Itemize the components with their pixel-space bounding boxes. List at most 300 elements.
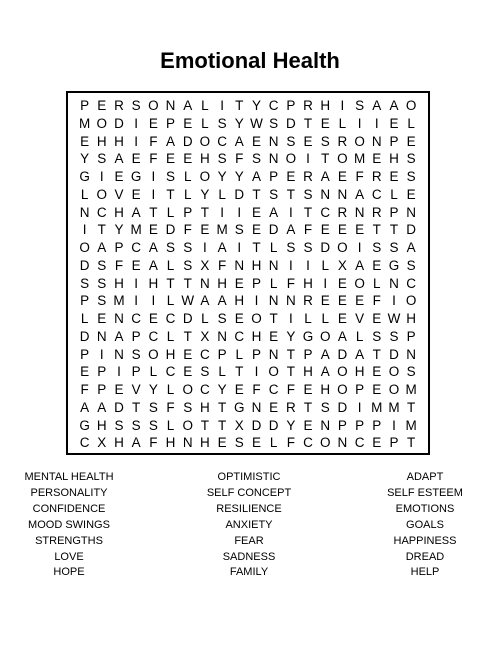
grid-letter[interactable]: E <box>183 364 193 380</box>
grid-letter[interactable]: E <box>337 222 347 238</box>
grid-letter[interactable]: O <box>199 169 211 184</box>
grid-letter[interactable]: E <box>131 186 141 202</box>
grid-letter[interactable]: I <box>237 240 242 255</box>
grid-letter[interactable]: O <box>319 435 331 451</box>
grid-letter[interactable]: S <box>389 240 399 255</box>
grid-letter[interactable]: T <box>235 98 244 113</box>
grid-letter[interactable]: T <box>252 186 261 202</box>
grid-letter[interactable]: T <box>166 275 175 291</box>
grid-letter[interactable]: O <box>337 364 348 380</box>
grid-letter[interactable]: H <box>217 275 227 291</box>
grid-letter[interactable]: N <box>268 257 279 273</box>
grid-letter[interactable]: S <box>303 186 313 202</box>
grid-letter[interactable]: H <box>165 346 176 362</box>
grid-letter[interactable]: S <box>183 399 193 415</box>
grid-letter[interactable]: T <box>200 417 210 433</box>
grid-letter[interactable]: S <box>217 115 227 131</box>
grid-letter[interactable]: E <box>234 311 244 326</box>
grid-letter[interactable]: L <box>218 186 226 202</box>
grid-letter[interactable]: L <box>166 257 175 273</box>
grid-letter[interactable]: O <box>319 328 331 344</box>
grid-letter[interactable]: F <box>286 382 295 397</box>
grid-letter[interactable]: N <box>389 275 399 291</box>
grid-letter[interactable]: E <box>114 169 124 184</box>
grid-letter[interactable]: E <box>97 311 107 326</box>
grid-letter[interactable]: A <box>97 240 107 255</box>
grid-letter[interactable]: H <box>251 328 262 344</box>
grid-letter[interactable]: I <box>254 364 259 380</box>
grid-letter[interactable]: F <box>149 435 158 451</box>
grid-letter[interactable]: H <box>200 399 210 415</box>
grid-letter[interactable]: Y <box>286 328 296 344</box>
grid-letter[interactable]: P <box>183 204 193 220</box>
grid-letter[interactable]: L <box>321 257 329 273</box>
grid-letter[interactable]: T <box>303 399 313 415</box>
grid-letter[interactable]: R <box>285 399 296 415</box>
grid-letter[interactable]: I <box>82 222 87 238</box>
grid-letter[interactable]: S <box>406 364 416 380</box>
grid-letter[interactable]: C <box>131 240 142 255</box>
grid-letter[interactable]: M <box>388 399 400 415</box>
grid-letter[interactable]: X <box>97 435 107 451</box>
grid-letter[interactable]: I <box>254 293 259 309</box>
grid-letter[interactable]: L <box>218 364 226 380</box>
grid-letter[interactable]: E <box>148 222 158 238</box>
grid-letter[interactable]: E <box>183 115 193 131</box>
grid-letter[interactable]: O <box>268 364 279 380</box>
grid-letter[interactable]: H <box>96 133 107 149</box>
grid-letter[interactable]: D <box>234 186 245 202</box>
grid-letter[interactable]: P <box>251 275 261 291</box>
grid-letter[interactable]: E <box>148 311 158 326</box>
grid-letter[interactable]: I <box>392 293 396 309</box>
grid-letter[interactable]: E <box>97 98 107 113</box>
grid-letter[interactable]: T <box>183 275 192 291</box>
grid-letter[interactable]: F <box>372 293 381 309</box>
grid-letter[interactable]: F <box>149 151 158 167</box>
grid-letter[interactable]: F <box>286 275 295 291</box>
grid-letter[interactable]: C <box>303 435 313 451</box>
grid-letter[interactable]: N <box>182 435 193 451</box>
grid-letter[interactable]: O <box>96 186 108 202</box>
grid-letter[interactable]: F <box>114 257 124 273</box>
grid-letter[interactable]: S <box>183 240 193 255</box>
grid-letter[interactable]: P <box>131 328 141 344</box>
grid-letter[interactable]: H <box>165 435 176 451</box>
grid-letter[interactable]: E <box>303 133 313 149</box>
grid-letter[interactable]: I <box>357 240 362 255</box>
grid-letter[interactable]: A <box>355 346 365 362</box>
grid-letter[interactable]: H <box>114 435 124 451</box>
grid-letter[interactable]: F <box>149 133 158 149</box>
grid-letter[interactable]: R <box>303 293 313 309</box>
grid-letter[interactable]: E <box>303 417 313 433</box>
grid-letter[interactable]: S <box>97 257 107 273</box>
grid-letter[interactable]: V <box>131 382 141 397</box>
grid-letter[interactable]: N <box>268 133 279 149</box>
grid-letter[interactable]: D <box>114 115 124 131</box>
grid-letter[interactable]: S <box>406 169 416 184</box>
grid-letter[interactable]: F <box>252 382 261 397</box>
grid-letter[interactable]: T <box>217 399 227 415</box>
grid-letter[interactable]: A <box>355 257 365 273</box>
grid-letter[interactable]: A <box>406 240 416 255</box>
grid-letter[interactable]: N <box>79 204 90 220</box>
grid-letter[interactable]: S <box>217 311 227 326</box>
grid-letter[interactable]: N <box>251 399 262 415</box>
grid-letter[interactable]: T <box>303 204 313 220</box>
grid-letter[interactable]: E <box>200 222 210 238</box>
grid-letter[interactable]: R <box>337 204 348 220</box>
grid-letter[interactable]: P <box>406 328 416 344</box>
grid-letter[interactable]: S <box>389 328 399 344</box>
grid-letter[interactable]: C <box>131 311 142 326</box>
grid-letter[interactable]: S <box>234 435 244 451</box>
grid-letter[interactable]: H <box>114 133 124 149</box>
grid-letter[interactable]: E <box>337 293 347 309</box>
grid-letter[interactable]: P <box>97 364 107 380</box>
grid-letter[interactable]: S <box>131 98 141 113</box>
grid-letter[interactable]: N <box>320 417 331 433</box>
grid-letter[interactable]: R <box>114 98 124 113</box>
grid-letter[interactable]: S <box>320 133 330 149</box>
grid-letter[interactable]: O <box>405 293 417 309</box>
grid-letter[interactable]: D <box>268 417 279 433</box>
grid-letter[interactable]: I <box>134 293 139 309</box>
grid-letter[interactable]: C <box>165 311 176 326</box>
grid-letter[interactable]: X <box>234 417 244 433</box>
grid-letter[interactable]: D <box>406 222 417 238</box>
grid-letter[interactable]: E <box>234 275 244 291</box>
grid-letter[interactable]: Y <box>251 98 261 113</box>
grid-letter[interactable]: H <box>389 151 399 167</box>
grid-letter[interactable]: T <box>372 222 381 238</box>
grid-letter[interactable]: O <box>388 382 400 397</box>
grid-letter[interactable]: S <box>148 417 158 433</box>
grid-letter[interactable]: L <box>304 311 312 326</box>
grid-letter[interactable]: M <box>353 151 366 167</box>
grid-letter[interactable]: L <box>355 328 364 344</box>
grid-letter[interactable]: L <box>269 435 278 451</box>
grid-letter[interactable]: N <box>268 346 279 362</box>
grid-letter[interactable]: C <box>268 98 279 113</box>
grid-letter[interactable]: R <box>303 98 313 113</box>
grid-letter[interactable]: T <box>132 399 141 415</box>
grid-letter[interactable]: P <box>286 98 296 113</box>
grid-letter[interactable]: L <box>390 186 398 202</box>
grid-letter[interactable]: A <box>131 435 141 451</box>
grid-letter[interactable]: P <box>389 204 399 220</box>
grid-letter[interactable]: W <box>181 293 195 309</box>
grid-letter[interactable]: E <box>217 435 227 451</box>
grid-letter[interactable]: T <box>372 346 381 362</box>
grid-letter[interactable]: A <box>217 293 227 309</box>
grid-letter[interactable]: E <box>406 133 416 149</box>
grid-letter[interactable]: I <box>117 364 121 380</box>
grid-letter[interactable]: L <box>269 240 278 255</box>
grid-letter[interactable]: D <box>285 115 296 131</box>
grid-letter[interactable]: A <box>80 399 90 415</box>
grid-letter[interactable]: A <box>114 151 124 167</box>
grid-letter[interactable]: R <box>337 133 348 149</box>
grid-letter[interactable]: A <box>97 399 107 415</box>
grid-letter[interactable]: I <box>220 98 224 113</box>
grid-letter[interactable]: S <box>355 98 365 113</box>
grid-letter[interactable]: H <box>320 382 331 397</box>
grid-letter[interactable]: E <box>114 382 124 397</box>
grid-letter[interactable]: T <box>389 222 399 238</box>
grid-letter[interactable]: H <box>200 435 210 451</box>
grid-letter[interactable]: T <box>269 311 278 326</box>
grid-letter[interactable]: D <box>165 222 176 238</box>
grid-letter[interactable]: E <box>372 257 382 273</box>
grid-letter[interactable]: I <box>374 115 379 131</box>
grid-letter[interactable]: C <box>268 382 279 397</box>
grid-letter[interactable]: I <box>392 417 396 433</box>
grid-letter[interactable]: S <box>217 151 227 167</box>
grid-letter[interactable]: H <box>251 257 262 273</box>
grid-letter[interactable]: C <box>148 328 159 344</box>
grid-letter[interactable]: S <box>97 151 107 167</box>
grid-letter[interactable]: A <box>148 257 158 273</box>
grid-letter[interactable]: Y <box>200 186 210 202</box>
grid-letter[interactable]: T <box>286 364 295 380</box>
grid-letter[interactable]: I <box>151 186 156 202</box>
grid-letter[interactable]: Y <box>217 169 227 184</box>
grid-letter[interactable]: I <box>323 275 328 291</box>
grid-letter[interactable]: C <box>234 328 245 344</box>
grid-letter[interactable]: A <box>389 98 399 113</box>
grid-letter[interactable]: D <box>79 257 90 273</box>
grid-letter[interactable]: I <box>203 240 207 255</box>
grid-letter[interactable]: P <box>355 417 365 433</box>
grid-letter[interactable]: N <box>406 346 417 362</box>
grid-letter[interactable]: Y <box>234 115 244 131</box>
grid-letter[interactable]: S <box>234 222 244 238</box>
grid-letter[interactable]: F <box>166 399 175 415</box>
grid-letter[interactable]: M <box>371 399 383 415</box>
grid-letter[interactable]: I <box>151 293 156 309</box>
grid-letter[interactable]: L <box>201 311 209 326</box>
grid-letter[interactable]: P <box>114 240 124 255</box>
grid-letter[interactable]: H <box>114 275 124 291</box>
grid-letter[interactable]: I <box>306 257 310 273</box>
grid-letter[interactable]: F <box>355 169 364 184</box>
grid-letter[interactable]: A <box>251 169 261 184</box>
grid-letter[interactable]: A <box>286 222 296 238</box>
grid-letter[interactable]: H <box>406 311 417 326</box>
grid-letter[interactable]: A <box>337 328 347 344</box>
grid-letter[interactable]: O <box>251 311 262 326</box>
grid-letter[interactable]: P <box>80 293 90 309</box>
grid-letter[interactable]: I <box>220 204 224 220</box>
grid-letter[interactable]: E <box>183 346 193 362</box>
grid-letter[interactable]: T <box>97 222 106 238</box>
grid-letter[interactable]: A <box>166 133 176 149</box>
grid-letter[interactable]: E <box>166 151 176 167</box>
grid-letter[interactable]: E <box>131 257 141 273</box>
grid-letter[interactable]: P <box>251 346 261 362</box>
grid-letter[interactable]: L <box>407 115 415 131</box>
grid-letter[interactable]: P <box>97 382 107 397</box>
grid-letter[interactable]: L <box>235 346 244 362</box>
grid-letter[interactable]: N <box>96 328 107 344</box>
grid-letter[interactable]: S <box>406 151 416 167</box>
grid-letter[interactable]: E <box>355 222 365 238</box>
grid-letter[interactable]: T <box>217 417 227 433</box>
grid-letter[interactable]: S <box>183 257 193 273</box>
grid-letter[interactable]: E <box>320 115 330 131</box>
grid-letter[interactable]: S <box>406 257 416 273</box>
grid-letter[interactable]: D <box>114 399 124 415</box>
grid-letter[interactable]: N <box>200 275 210 291</box>
grid-letter[interactable]: G <box>130 169 142 184</box>
grid-letter[interactable]: P <box>337 417 347 433</box>
grid-letter[interactable]: E <box>372 151 382 167</box>
grid-letter[interactable]: O <box>388 364 400 380</box>
grid-letter[interactable]: E <box>269 399 279 415</box>
grid-letter[interactable]: E <box>80 133 90 149</box>
grid-letter[interactable]: C <box>217 133 227 149</box>
grid-letter[interactable]: Y <box>217 382 227 397</box>
grid-letter[interactable]: O <box>285 151 297 167</box>
grid-letter[interactable]: A <box>148 240 158 255</box>
grid-letter[interactable]: F <box>80 382 89 397</box>
grid-letter[interactable]: M <box>216 222 228 238</box>
grid-letter[interactable]: S <box>269 186 279 202</box>
grid-letter[interactable]: D <box>182 133 193 149</box>
grid-letter[interactable]: I <box>288 204 293 220</box>
grid-letter[interactable]: I <box>237 204 242 220</box>
grid-letter[interactable]: O <box>96 115 108 131</box>
grid-letter[interactable]: S <box>97 275 107 291</box>
grid-letter[interactable]: H <box>354 364 365 380</box>
grid-letter[interactable]: E <box>372 382 382 397</box>
grid-letter[interactable]: P <box>269 169 279 184</box>
grid-letter[interactable]: D <box>182 311 193 326</box>
grid-letter[interactable]: W <box>387 311 401 326</box>
grid-letter[interactable]: O <box>337 151 348 167</box>
grid-letter[interactable]: G <box>388 257 400 273</box>
grid-letter[interactable]: X <box>200 328 210 344</box>
grid-letter[interactable]: E <box>251 204 261 220</box>
grid-letter[interactable]: E <box>251 435 261 451</box>
grid-letter[interactable]: P <box>303 346 313 362</box>
grid-letter[interactable]: S <box>372 328 382 344</box>
grid-letter[interactable]: A <box>269 204 279 220</box>
grid-letter[interactable]: P <box>372 417 382 433</box>
grid-letter[interactable]: N <box>268 293 279 309</box>
grid-letter[interactable]: I <box>134 133 139 149</box>
grid-letter[interactable]: N <box>268 151 279 167</box>
grid-letter[interactable]: L <box>183 186 192 202</box>
grid-letter[interactable]: C <box>320 204 331 220</box>
grid-letter[interactable]: S <box>286 240 296 255</box>
grid-letter[interactable]: E <box>320 293 330 309</box>
grid-letter[interactable]: V <box>114 186 124 202</box>
grid-letter[interactable]: T <box>407 435 416 451</box>
grid-letter[interactable]: G <box>79 169 90 184</box>
grid-letter[interactable]: O <box>337 382 348 397</box>
grid-letter[interactable]: E <box>389 115 399 131</box>
grid-letter[interactable]: G <box>79 417 90 433</box>
grid-letter[interactable]: E <box>406 186 416 202</box>
grid-letter[interactable]: I <box>151 169 156 184</box>
grid-letter[interactable]: E <box>286 169 296 184</box>
grid-letter[interactable]: A <box>320 169 330 184</box>
grid-letter[interactable]: S <box>166 169 176 184</box>
grid-letter[interactable]: S <box>97 293 107 309</box>
grid-letter[interactable]: E <box>355 293 365 309</box>
grid-letter[interactable]: D <box>251 417 262 433</box>
grid-letter[interactable]: N <box>337 186 348 202</box>
grid-letter[interactable]: O <box>148 98 159 113</box>
grid-letter[interactable]: S <box>131 346 141 362</box>
grid-letter[interactable]: T <box>321 151 330 167</box>
grid-letter[interactable]: T <box>200 204 210 220</box>
grid-letter[interactable]: T <box>166 186 175 202</box>
grid-letter[interactable]: I <box>288 257 293 273</box>
grid-letter[interactable]: L <box>166 204 175 220</box>
grid-letter[interactable]: I <box>340 98 345 113</box>
grid-letter[interactable]: S <box>166 240 176 255</box>
grid-letter[interactable]: E <box>337 311 347 326</box>
grid-letter[interactable]: L <box>338 115 347 131</box>
grid-letter[interactable]: O <box>337 240 348 255</box>
grid-letter[interactable]: A <box>131 204 141 220</box>
grid-letter[interactable]: N <box>114 311 124 326</box>
grid-letter[interactable]: A <box>372 98 382 113</box>
grid-letter[interactable]: H <box>234 293 245 309</box>
grid-letter[interactable]: L <box>183 169 192 184</box>
grid-letter[interactable]: E <box>131 151 141 167</box>
grid-letter[interactable]: A <box>217 240 227 255</box>
grid-letter[interactable]: O <box>354 275 365 291</box>
grid-letter[interactable]: F <box>183 222 192 238</box>
grid-letter[interactable]: S <box>372 240 382 255</box>
grid-letter[interactable]: T <box>252 240 261 255</box>
grid-letter[interactable]: W <box>250 115 263 131</box>
grid-letter[interactable]: N <box>320 186 331 202</box>
grid-letter[interactable]: L <box>321 311 329 326</box>
grid-letter[interactable]: H <box>200 151 210 167</box>
grid-letter[interactable]: S <box>131 417 141 433</box>
grid-letter[interactable]: N <box>406 204 417 220</box>
grid-letter[interactable]: L <box>201 115 209 131</box>
grid-letter[interactable]: N <box>114 346 124 362</box>
grid-letter[interactable]: I <box>99 346 104 362</box>
grid-letter[interactable]: M <box>130 222 142 238</box>
grid-letter[interactable]: I <box>99 169 104 184</box>
grid-letter[interactable]: O <box>182 382 193 397</box>
grid-letter[interactable]: S <box>320 399 330 415</box>
grid-letter[interactable]: E <box>320 222 330 238</box>
grid-letter[interactable]: D <box>268 222 279 238</box>
grid-letter[interactable]: O <box>182 417 193 433</box>
grid-letter[interactable]: F <box>286 435 295 451</box>
grid-letter[interactable]: P <box>389 435 399 451</box>
grid-letter[interactable]: N <box>371 133 382 149</box>
grid-letter[interactable]: T <box>303 115 313 131</box>
grid-letter[interactable]: T <box>286 186 295 202</box>
grid-letter[interactable]: E <box>148 115 158 131</box>
grid-letter[interactable]: C <box>79 435 90 451</box>
grid-letter[interactable]: P <box>166 115 176 131</box>
grid-letter[interactable]: O <box>199 133 211 149</box>
grid-letter[interactable]: G <box>234 399 245 415</box>
grid-letter[interactable]: T <box>286 346 295 362</box>
grid-letter[interactable]: P <box>355 382 365 397</box>
